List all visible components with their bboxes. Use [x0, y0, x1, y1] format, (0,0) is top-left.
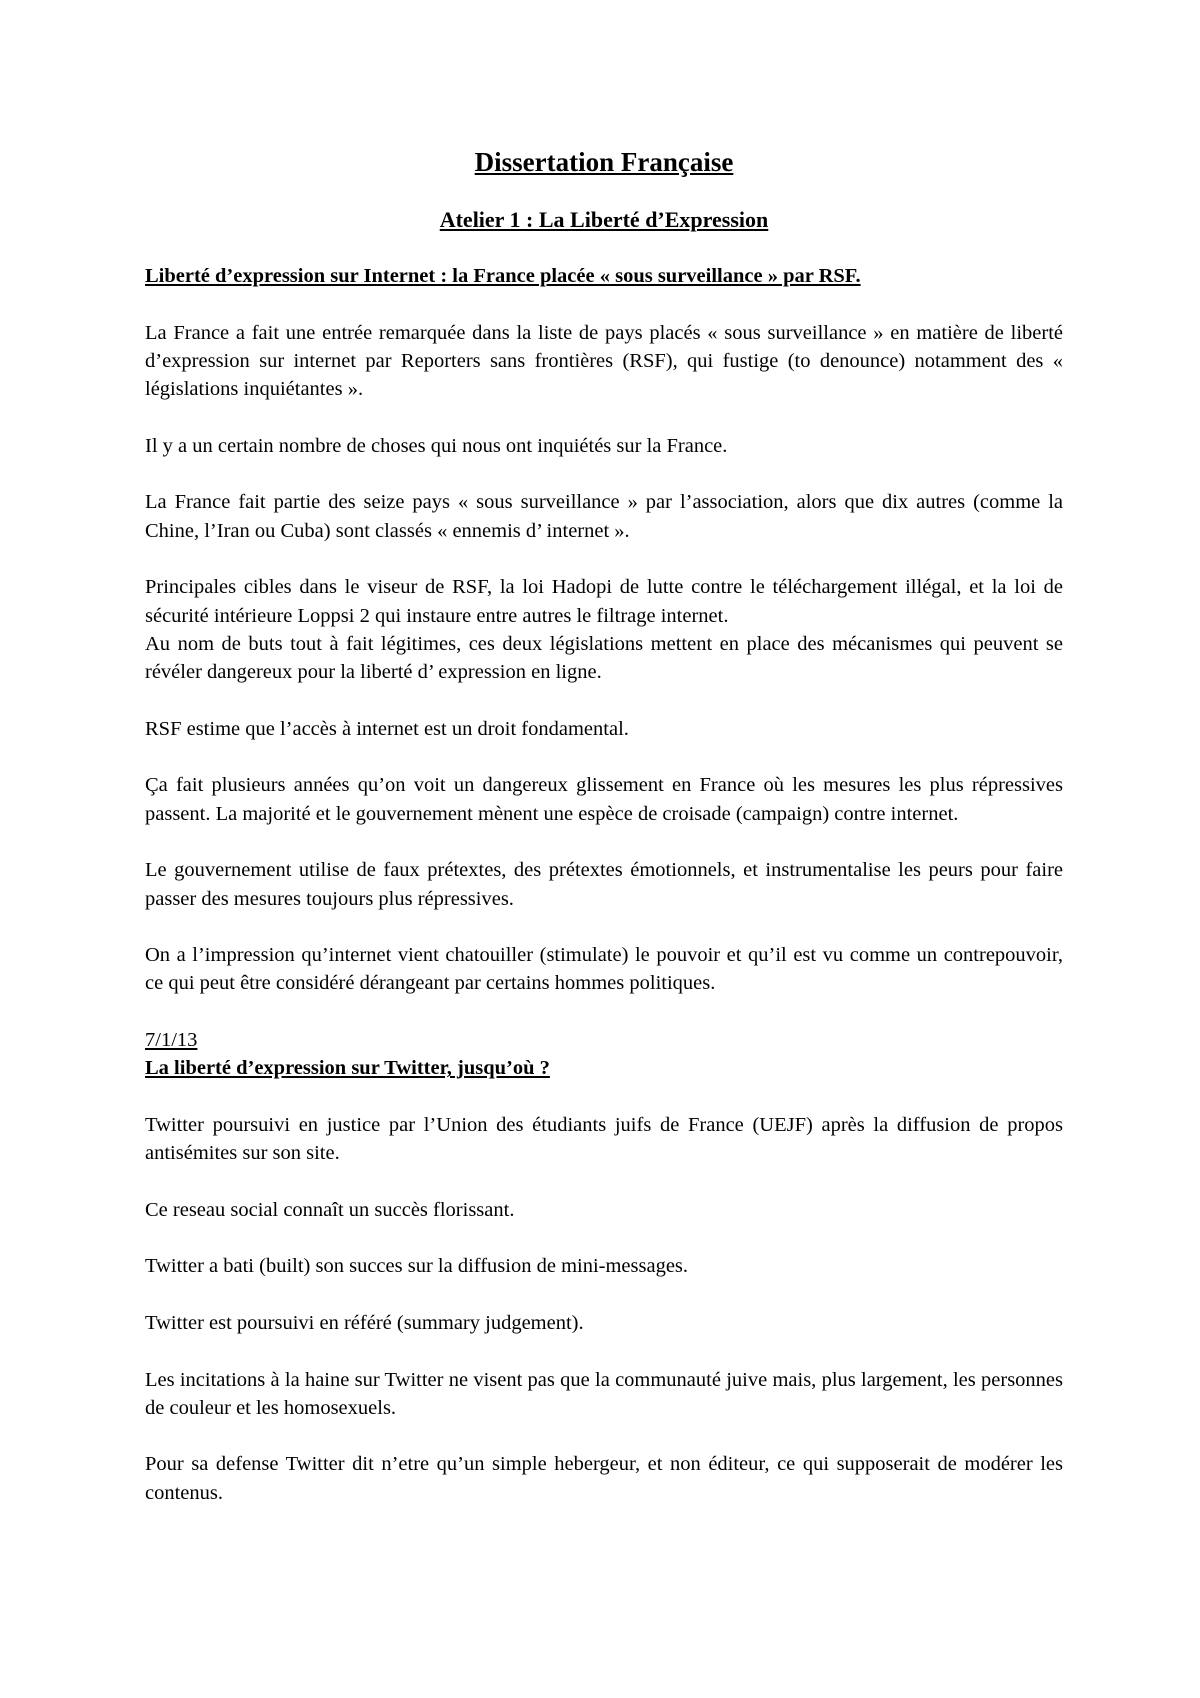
paragraph: Les incitations à la haine sur Twitter ne visent pas que la communauté juive mais, plus largement, les personnes de couleur et les homosexuels. — [145, 1368, 1063, 1419]
paragraph: Ce reseau social connaît un succès florissant. — [145, 1198, 515, 1221]
document-title: Dissertation Française — [474, 147, 734, 177]
paragraph: Ça fait plusieurs années qu’on voit un dangereux glissement en France où les mesures les plus répressives passent. La majorité et le gouvernement mènent une espèce de croisade (campaign) contre internet. — [145, 774, 1063, 825]
paragraph: La France fait partie des seize pays « sous surveillance » par l’association, alors que dix autres (comme la Chine, l’Iran ou Cuba) sont classés « ennemis d’ internet ». — [145, 491, 1063, 542]
paragraph: Pour sa defense Twitter dit n’etre qu’un simple hebergeur, et non éditeur, ce qui supposerait de modérer les contenus. — [145, 1453, 1063, 1504]
paragraph: La France a fait une entrée remarquée dans la liste de pays placés « sous surveillance » en matière de liberté d’expression sur internet par Reporters sans frontières (RSF), qui fustige (to denounce) notamment des « législations inquiétantes ». — [145, 321, 1063, 401]
paragraph: Twitter poursuivi en justice par l’Union des étudiants juifs de France (UEJF) après la diffusion de propos antisémites sur son site. — [145, 1113, 1063, 1165]
document-page — [145, 0, 1063, 1698]
paragraph: Au nom de buts tout à fait légitimes, ces deux législations mettent en place des mécanismes qui peuvent se révéler dangereux pour la liberté d’ expression en ligne. — [145, 632, 1063, 684]
section-heading: La liberté d’expression sur Twitter, jusqu’où ? — [145, 1057, 550, 1080]
paragraph: Twitter a bati (built) son succes sur la diffusion de mini-messages. — [145, 1255, 689, 1278]
section-heading: Liberté d’expression sur Internet : la France placée « sous surveillance » par RSF. — [145, 265, 861, 287]
paragraph: Twitter est poursuivi en référé (summary judgement). — [145, 1311, 584, 1334]
document-body — [145, 262, 1063, 1535]
paragraph: Le gouvernement utilise de faux prétextes, des prétextes émotionnels, et instrumentalise les peurs pour faire passer des mesures toujours plus répressives. — [145, 859, 1063, 910]
document-subtitle: Atelier 1 : La Liberté d’Expression — [439, 207, 769, 232]
paragraph: On a l’impression qu’internet vient chatouiller (stimulate) le pouvoir et qu’il est vu comme un contrepouvoir, ce qui peut être considéré dérangeant par certains hommes politiques. — [145, 944, 1063, 995]
section-date: 7/1/13 — [145, 1029, 198, 1052]
paragraph: RSF estime que l’accès à internet est un droit fondamental. — [145, 717, 629, 740]
paragraph: Principales cibles dans le viseur de RSF, la loi Hadopi de lutte contre le téléchargement illégal, et la loi de sécurité intérieure Loppsi 2 qui instaure entre autres le filtrage internet. — [145, 576, 1063, 627]
paragraph: Il y a un certain nombre de choses qui nous ont inquiétés sur la France. — [145, 434, 728, 457]
